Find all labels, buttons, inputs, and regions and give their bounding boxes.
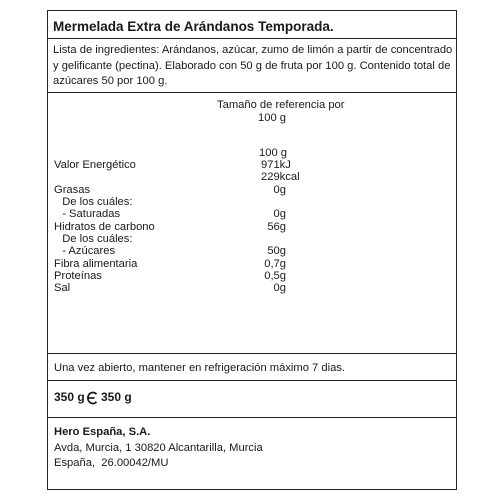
nutrition-label-fat-of-which: De los cuáles: [56, 196, 133, 208]
storage-note: Una vez abierto, mantener en refrigeración máximo 7 dias. [54, 362, 346, 374]
nutrition-label-saturates: - Saturadas [56, 208, 121, 220]
nutrition-divider [48, 353, 456, 354]
net-weight-right: 350 g [101, 390, 132, 404]
manufacturer-registry: España, 26.00042/MU [54, 457, 169, 469]
reference-size-line2: 100 g [258, 112, 286, 124]
net-weight-left: 350 g [54, 390, 85, 404]
nutrition-label-salt: Sal [54, 282, 71, 294]
estimated-e-mark-icon [86, 391, 98, 405]
nutrition-value-carbohydrates: 56g [267, 221, 286, 233]
manufacturer-name: Hero España, S.A. [54, 426, 151, 438]
nutrition-label-energy: Valor Energético [54, 159, 136, 171]
nutrition-label-fibre: Fibra alimentaria [54, 258, 138, 270]
nutrition-value-protein: 0,5g [264, 270, 286, 282]
weight-divider [48, 417, 456, 418]
nutrition-value-salt: 0g [273, 282, 286, 294]
nutrition-value-fat: 0g [273, 184, 286, 196]
storage-divider [48, 380, 456, 381]
manufacturer-address: Avda, Murcia, 1 30820 Alcantarilla, Murcia [54, 442, 263, 454]
product-title: Mermelada Extra de Arándanos Temporada. [53, 19, 334, 34]
nutrition-value-saturates: 0g [273, 208, 286, 220]
nutrition-column-header: 100 g [259, 147, 287, 159]
ingredients-divider [48, 92, 456, 93]
nutrition-value-sugars: 50g [267, 245, 286, 257]
nutrition-value-energy-kj: 971kJ [261, 159, 291, 171]
nutrition-label-carbs-of-which: De los cuáles: [56, 233, 133, 245]
nutrition-label-protein: Proteínas [54, 270, 102, 282]
nutrition-label-sugars: - Azúcares [56, 245, 116, 257]
nutrition-value-energy-kcal: 229kcal [261, 171, 300, 183]
nutrition-value-fibre: 0,7g [264, 258, 286, 270]
nutrition-label-carbohydrates: Hidratos de carbono [54, 221, 155, 233]
reference-size-line1: Tamaño de referencia por [217, 99, 345, 111]
ingredients-text: Lista de ingredientes: Arándanos, azúcar, zumo de limón a partir de concentrado y gelificante (pectina). Elaborado con 50 g de fruta por 100 g. Contenido total de azúcares 50 por 100 g. [53, 44, 453, 87]
title-divider [48, 38, 456, 39]
nutrition-label-fat: Grasas [54, 184, 91, 196]
